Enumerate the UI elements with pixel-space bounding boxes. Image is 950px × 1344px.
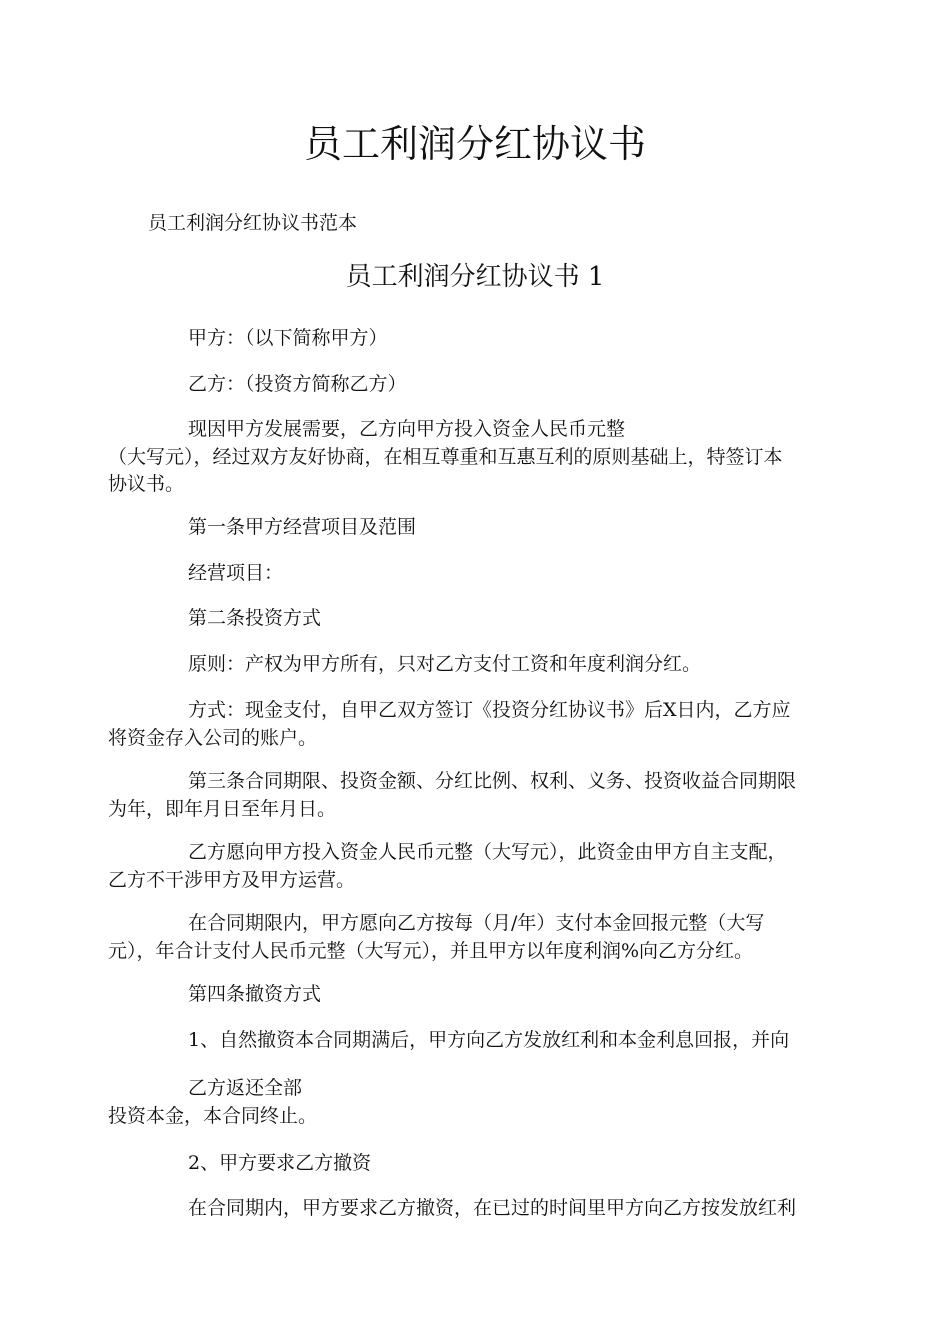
paragraph-line: 协议书。 xyxy=(108,473,185,495)
paragraph-article-4 xyxy=(108,981,848,1009)
paragraph-during-contract xyxy=(108,1195,848,1223)
paragraph-natural-withdrawal xyxy=(108,1027,848,1055)
paragraph-line: 甲方：（以下简称甲方） xyxy=(188,327,388,349)
paragraph-line: 第三条合同期限、投资金额、分红比例、权利、义务、投资收益合同期限 xyxy=(188,770,797,792)
paragraph-returns xyxy=(108,910,848,965)
paragraph-line: 乙方：（投资方简称乙方） xyxy=(188,373,407,395)
paragraph-line: 第二条投资方式 xyxy=(188,607,322,629)
paragraph-line: （大写元），经过双方友好协商，在相互尊重和互惠互利的原则基础上，特签订本 xyxy=(108,445,783,468)
paragraph-business-items xyxy=(108,560,848,588)
paragraph-line: 将资金存入公司的账户。 xyxy=(108,726,318,749)
paragraph-article-2 xyxy=(108,605,848,633)
paragraph-line: 投资本金，本合同终止。 xyxy=(108,1104,318,1127)
paragraph-line: 乙方愿向甲方投入资金人民币元整（大写元），此资金由甲方自主支配， xyxy=(188,841,787,863)
document-subtitle: 员工利润分红协议书范本 xyxy=(148,212,358,234)
paragraph-article-1 xyxy=(108,514,848,542)
section-title: 员工利润分红协议书 1 xyxy=(345,262,605,292)
paragraph-line: 第一条甲方经营项目及范围 xyxy=(188,516,417,538)
paragraph-party-a-requests xyxy=(108,1150,848,1178)
paragraph-line: 经营项目： xyxy=(188,562,284,584)
paragraph-principle xyxy=(108,651,848,679)
paragraph-line: 在合同期限内，甲方愿向乙方按每（月/年）支付本金回报元整（大写 xyxy=(188,912,765,934)
paragraph-line: 为年，即年月日至年月日。 xyxy=(108,797,337,820)
paragraph-line: 第四条撤资方式 xyxy=(188,983,322,1005)
paragraph-investment xyxy=(108,839,848,894)
paragraph-line: 方式：现金支付，自甲乙双方签订《投资分红协议书》后X日内，乙方应 xyxy=(188,699,791,721)
document-title: 员工利润分红协议书 xyxy=(303,122,646,166)
paragraph-line: 2、甲方要求乙方撤资 xyxy=(188,1152,372,1174)
paragraph-line: 在合同期内，甲方要求乙方撤资，在已过的时间里甲方向乙方按发放红利 xyxy=(188,1197,797,1219)
paragraph-line: 元），年合计支付人民币元整（大写元），并且甲方以年度利润%向乙方分红。 xyxy=(108,939,754,962)
paragraph-line: 原则：产权为甲方所有，只对乙方支付工资和年度利润分红。 xyxy=(188,653,702,675)
paragraph-return-principal xyxy=(108,1075,848,1130)
paragraph-line: 1、自然撤资本合同期满后，甲方向乙方发放红利和本金利息回报，并向 xyxy=(188,1029,790,1051)
paragraph-party-b xyxy=(108,371,848,399)
paragraph-method xyxy=(108,697,848,752)
paragraph-line: 乙方返还全部 xyxy=(188,1077,303,1099)
paragraph-party-a xyxy=(108,325,848,353)
paragraph-line: 现因甲方发展需要，乙方向甲方投入资金人民币元整 xyxy=(188,418,626,440)
paragraph-preamble xyxy=(108,416,848,499)
paragraph-article-3 xyxy=(108,768,848,823)
paragraph-line: 乙方不干涉甲方及甲方运营。 xyxy=(108,868,356,891)
